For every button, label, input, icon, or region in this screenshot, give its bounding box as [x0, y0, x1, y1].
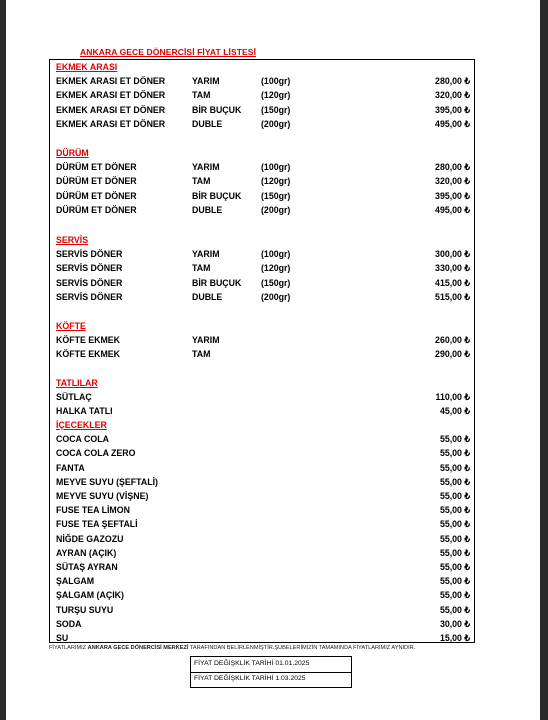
- item-price: 55,00 ₺: [439, 604, 470, 615]
- item-price: 280,00 ₺: [435, 162, 470, 173]
- item-portion: BİR BUÇUK: [192, 190, 242, 201]
- item-name: COCA COLA ZERO: [56, 448, 136, 459]
- item-weight: (150gr): [261, 104, 291, 115]
- menu-item-row: [50, 477, 476, 490]
- item-name: AYRAN (AÇIK): [56, 547, 117, 558]
- menu-item-row: [50, 576, 476, 589]
- footer-prefix: FİYATLARIMIZ: [49, 645, 87, 651]
- item-portion: YARIM: [192, 249, 220, 260]
- item-price: 55,00 ₺: [439, 448, 470, 459]
- item-price: 495,00 ₺: [435, 118, 470, 129]
- menu-item-row: [50, 249, 476, 262]
- item-name: SERVİS DÖNER: [56, 263, 123, 274]
- item-name: EKMEK ARASI ET DÖNER: [56, 90, 166, 101]
- item-portion: DUBLE: [192, 204, 223, 215]
- menu-item-row: [50, 205, 476, 218]
- item-weight: (120gr): [261, 90, 291, 101]
- item-name: SÜTLAÇ: [56, 392, 92, 403]
- item-price: 55,00 ₺: [439, 491, 470, 501]
- item-name: SU: [56, 633, 69, 643]
- menu-item-row: [50, 263, 476, 276]
- item-price: 55,00 ₺: [439, 505, 470, 516]
- menu-item-row: [50, 335, 476, 348]
- menu-item-row: [50, 505, 476, 518]
- item-name: SERVİS DÖNER: [56, 249, 123, 260]
- menu-item-row: [50, 162, 476, 175]
- item-name: FANTA: [56, 462, 85, 473]
- item-name: SODA: [56, 618, 82, 629]
- item-price: 55,00 ₺: [439, 476, 470, 487]
- menu-item-row: [50, 619, 476, 632]
- item-weight: (200gr): [261, 291, 291, 302]
- price-list-page: [6, 0, 540, 720]
- item-portion: YARIM: [192, 76, 220, 87]
- footer-brand: ANKARA GECE DÖNERCİSİ MERKEZİ: [87, 645, 189, 651]
- page-title: ANKARA GECE DÖNERCİSİ FİYAT LİSTESİ: [80, 47, 257, 57]
- item-portion: YARIM: [192, 162, 220, 173]
- section-heading: KÖFTE: [56, 321, 86, 331]
- item-price: 55,00 ₺: [439, 519, 470, 530]
- item-portion: TAM: [192, 176, 211, 187]
- menu-item-row: [50, 605, 476, 618]
- item-name: SERVİS DÖNER: [56, 277, 123, 288]
- footer-note: [49, 645, 519, 651]
- menu-item-row: [50, 392, 476, 405]
- item-price: 55,00 ₺: [439, 590, 470, 601]
- item-name: TURŞU SUYU: [56, 604, 114, 615]
- item-name: SERVİS DÖNER: [56, 291, 123, 302]
- item-price: 395,00 ₺: [435, 190, 470, 201]
- menu-item-row: [50, 349, 476, 362]
- item-name: DÜRÜM ET DÖNER: [56, 176, 137, 187]
- item-weight: (100gr): [261, 76, 291, 87]
- item-portion: YARIM: [192, 335, 220, 346]
- item-price: 330,00 ₺: [435, 263, 470, 274]
- item-weight: (150gr): [261, 277, 291, 288]
- item-name: FUSE TEA LİMON: [56, 505, 130, 516]
- item-name: COCA COLA: [56, 434, 109, 445]
- item-name: EKMEK ARASI ET DÖNER: [56, 104, 166, 115]
- item-price: 290,00 ₺: [435, 349, 470, 360]
- item-name: SÜTAŞ AYRAN: [56, 562, 118, 572]
- item-name: MEYVE SUYU (ŞEFTALİ): [56, 476, 158, 487]
- item-price: 495,00 ₺: [435, 204, 470, 215]
- item-weight: (120gr): [261, 176, 291, 187]
- item-weight: (200gr): [261, 118, 291, 129]
- item-weight: (150gr): [261, 190, 291, 201]
- menu-item-row: [50, 548, 476, 561]
- item-name: HALKA TATLI: [56, 406, 113, 417]
- item-price: 415,00 ₺: [435, 277, 470, 288]
- item-weight: (120gr): [261, 263, 291, 274]
- section-heading: TATLILAR: [56, 378, 98, 388]
- footer-suffix: TARAFINDAN BELİRLENMİŞTİR.ŞUBELERİMİZİN TAMAMINDA FİYATLARIMIZ AYNIDIR.: [189, 645, 416, 651]
- item-price: 260,00 ₺: [435, 335, 470, 346]
- menu-item-row: [50, 278, 476, 291]
- item-name: FUSE TEA ŞEFTALİ: [56, 519, 138, 530]
- menu-item-row: [50, 463, 476, 476]
- item-price: 55,00 ₺: [439, 533, 470, 544]
- item-price: 395,00 ₺: [435, 104, 470, 115]
- item-price: 55,00 ₺: [439, 462, 470, 473]
- item-name: MEYVE SUYU (VİŞNE): [56, 491, 149, 501]
- item-price: 300,00 ₺: [435, 249, 470, 260]
- price-change-date-1: FİYAT DEĞİŞKLİK TARİHİ 01.01.2025: [194, 660, 310, 667]
- menu-item-row: [50, 105, 476, 118]
- item-price: 55,00 ₺: [439, 434, 470, 445]
- item-price: 110,00 ₺: [435, 392, 470, 403]
- item-portion: BİR BUÇUK: [192, 277, 242, 288]
- item-weight: (200gr): [261, 204, 291, 215]
- item-portion: DUBLE: [192, 291, 223, 302]
- price-change-date-2: FİYAT DEĞİŞKLİK TARİHİ 1.03.2025: [194, 675, 306, 682]
- item-name: EKMEK ARASI ET DÖNER: [56, 118, 166, 129]
- item-name: KÖFTE EKMEK: [56, 335, 121, 346]
- item-name: KÖFTE EKMEK: [56, 349, 121, 360]
- menu-item-row: [50, 534, 476, 547]
- menu-item-row: [50, 590, 476, 603]
- item-name: ŞALGAM: [56, 576, 95, 587]
- item-price: 515,00 ₺: [435, 291, 470, 302]
- item-portion: DUBLE: [192, 118, 223, 129]
- date-divider: [191, 672, 351, 673]
- menu-item-row: [50, 176, 476, 189]
- item-portion: BİR BUÇUK: [192, 104, 242, 115]
- section-heading: DÜRÜM: [56, 148, 89, 158]
- item-price: 280,00 ₺: [435, 76, 470, 87]
- item-portion: TAM: [192, 349, 211, 360]
- item-price: 30,00 ₺: [439, 618, 470, 629]
- menu-item-row: [50, 519, 476, 532]
- item-weight: (100gr): [261, 249, 291, 260]
- menu-item-row: [50, 406, 476, 419]
- menu-item-row: [50, 292, 476, 305]
- item-price: 55,00 ₺: [439, 576, 470, 587]
- item-price: 320,00 ₺: [435, 90, 470, 101]
- menu-item-row: [50, 76, 476, 89]
- section-heading: SERVİS: [56, 235, 89, 245]
- menu-item-row: [50, 448, 476, 461]
- menu-item-row: [50, 562, 476, 575]
- item-price: 15,00 ₺: [439, 633, 470, 643]
- item-price: 320,00 ₺: [435, 176, 470, 187]
- menu-item-row: [50, 491, 476, 504]
- item-portion: TAM: [192, 90, 211, 101]
- item-portion: TAM: [192, 263, 211, 274]
- menu-table: [49, 59, 475, 643]
- menu-item-row: [50, 90, 476, 103]
- item-name: NİĞDE GAZOZU: [56, 533, 124, 544]
- item-price: 45,00 ₺: [439, 406, 470, 417]
- menu-item-row: [50, 119, 476, 132]
- item-name: DÜRÜM ET DÖNER: [56, 162, 137, 173]
- section-heading: EKMEK ARASI: [56, 62, 118, 72]
- item-name: EKMEK ARASI ET DÖNER: [56, 76, 166, 87]
- item-price: 55,00 ₺: [439, 562, 470, 572]
- menu-item-row: [50, 434, 476, 447]
- section-heading: İÇECEKLER: [56, 420, 107, 430]
- menu-item-row: [50, 191, 476, 204]
- item-price: 55,00 ₺: [439, 547, 470, 558]
- item-name: ŞALGAM (AÇIK): [56, 590, 124, 601]
- price-change-dates: [190, 656, 352, 688]
- item-name: DÜRÜM ET DÖNER: [56, 190, 137, 201]
- item-weight: (100gr): [261, 162, 291, 173]
- item-name: DÜRÜM ET DÖNER: [56, 204, 137, 215]
